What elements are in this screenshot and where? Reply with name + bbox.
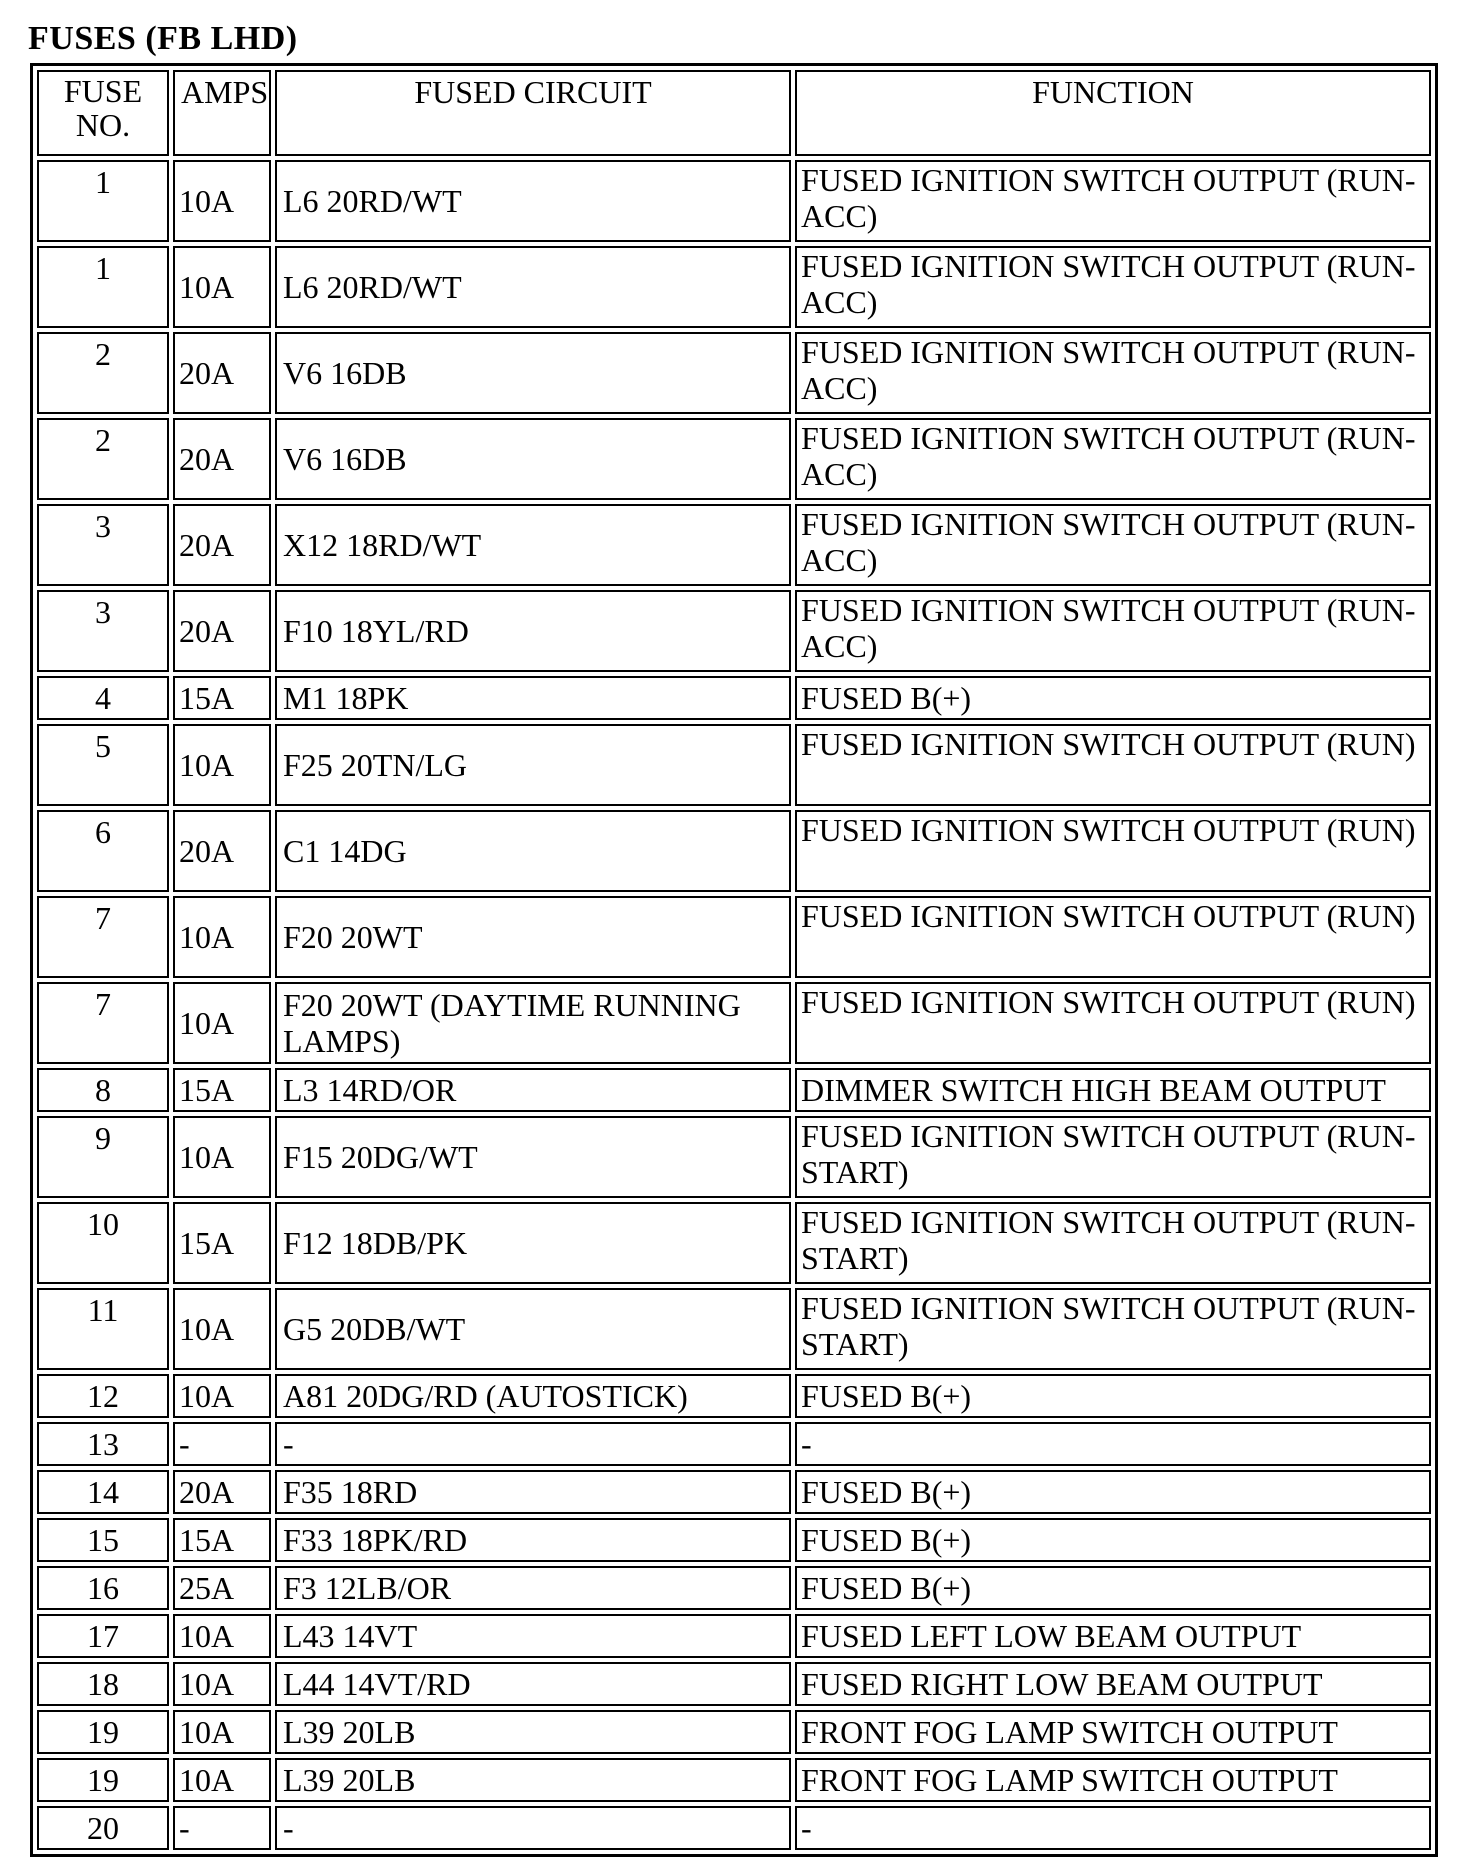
function-cell: FUSED IGNITION SWITCH OUTPUT (RUN-ACC) xyxy=(795,418,1431,500)
fused-circuit-cell: F12 18DB/PK xyxy=(275,1202,791,1284)
function-cell: FUSED LEFT LOW BEAM OUTPUT xyxy=(795,1614,1431,1658)
function-cell: FUSED IGNITION SWITCH OUTPUT (RUN-START) xyxy=(795,1288,1431,1370)
function-cell: FUSED B(+) xyxy=(795,1374,1431,1418)
fused-circuit-cell: X12 18RD/WT xyxy=(275,504,791,586)
fuse-number-cell: 13 xyxy=(37,1422,169,1466)
table-row xyxy=(37,1116,1431,1198)
amps-cell: 10A xyxy=(173,982,271,1064)
page-title: FUSES (FB LHD) xyxy=(28,20,298,57)
table-row xyxy=(37,246,1431,328)
fuse-number-cell: 20 xyxy=(37,1806,169,1850)
function-cell: FUSED IGNITION SWITCH OUTPUT (RUN) xyxy=(795,896,1431,978)
table-row xyxy=(37,1470,1431,1514)
function-cell: FRONT FOG LAMP SWITCH OUTPUT xyxy=(795,1710,1431,1754)
amps-cell: 15A xyxy=(173,1068,271,1112)
table-row xyxy=(37,1566,1431,1610)
function-cell: DIMMER SWITCH HIGH BEAM OUTPUT xyxy=(795,1068,1431,1112)
fuse-number-cell: 10 xyxy=(37,1202,169,1284)
fused-circuit-cell: F10 18YL/RD xyxy=(275,590,791,672)
fused-circuit-cell: F35 18RD xyxy=(275,1470,791,1514)
fused-circuit-cell: M1 18PK xyxy=(275,676,791,720)
amps-cell: 20A xyxy=(173,1470,271,1514)
table-row xyxy=(37,1662,1431,1706)
amps-cell: 10A xyxy=(173,896,271,978)
table-row xyxy=(37,1288,1431,1370)
fuse-number-cell: 11 xyxy=(37,1288,169,1370)
function-cell: FUSED IGNITION SWITCH OUTPUT (RUN-ACC) xyxy=(795,504,1431,586)
table-row xyxy=(37,810,1431,892)
amps-cell: 20A xyxy=(173,504,271,586)
amps-cell: 25A xyxy=(173,1566,271,1610)
function-cell: - xyxy=(795,1422,1431,1466)
function-cell: FUSED B(+) xyxy=(795,676,1431,720)
fuse-number-cell: 3 xyxy=(37,504,169,586)
function-cell: FUSED IGNITION SWITCH OUTPUT (RUN-ACC) xyxy=(795,160,1431,242)
amps-cell: 10A xyxy=(173,1758,271,1802)
table-row xyxy=(37,1202,1431,1284)
fuse-number-cell: 2 xyxy=(37,418,169,500)
amps-cell: 10A xyxy=(173,1710,271,1754)
table-row xyxy=(37,332,1431,414)
table-row xyxy=(37,1374,1431,1418)
function-cell: - xyxy=(795,1806,1431,1850)
amps-cell: 15A xyxy=(173,1202,271,1284)
function-cell: FUSED IGNITION SWITCH OUTPUT (RUN-ACC) xyxy=(795,332,1431,414)
function-cell: FUSED IGNITION SWITCH OUTPUT (RUN-START) xyxy=(795,1116,1431,1198)
fuse-number-cell: 3 xyxy=(37,590,169,672)
amps-cell: 20A xyxy=(173,418,271,500)
amps-cell: 15A xyxy=(173,1518,271,1562)
amps-cell: 10A xyxy=(173,1116,271,1198)
amps-cell: 20A xyxy=(173,810,271,892)
fuse-number-cell: 2 xyxy=(37,332,169,414)
amps-cell: 10A xyxy=(173,1614,271,1658)
table-row xyxy=(37,590,1431,672)
fuse-number-cell: 14 xyxy=(37,1470,169,1514)
function-cell: FUSED IGNITION SWITCH OUTPUT (RUN-ACC) xyxy=(795,590,1431,672)
header-fused-circuit: FUSED CIRCUIT xyxy=(275,70,791,156)
table-header-row xyxy=(37,70,1431,156)
fuse-number-cell: 7 xyxy=(37,896,169,978)
fuse-number-cell: 12 xyxy=(37,1374,169,1418)
function-cell: FUSED IGNITION SWITCH OUTPUT (RUN-ACC) xyxy=(795,246,1431,328)
function-cell: FUSED RIGHT LOW BEAM OUTPUT xyxy=(795,1662,1431,1706)
fused-circuit-cell: L44 14VT/RD xyxy=(275,1662,791,1706)
fused-circuit-cell: F25 20TN/LG xyxy=(275,724,791,806)
table-row xyxy=(37,1422,1431,1466)
fused-circuit-cell: L6 20RD/WT xyxy=(275,246,791,328)
fuse-number-cell: 7 xyxy=(37,982,169,1064)
fused-circuit-cell: L6 20RD/WT xyxy=(275,160,791,242)
table-row xyxy=(37,676,1431,720)
fuse-number-cell: 1 xyxy=(37,246,169,328)
function-cell: FUSED B(+) xyxy=(795,1470,1431,1514)
table-row xyxy=(37,982,1431,1064)
function-cell: FUSED IGNITION SWITCH OUTPUT (RUN) xyxy=(795,982,1431,1064)
fused-circuit-cell: L39 20LB xyxy=(275,1758,791,1802)
fuse-number-cell: 16 xyxy=(37,1566,169,1610)
header-fuse-no: FUSE NO. xyxy=(37,70,169,156)
amps-cell: 10A xyxy=(173,1288,271,1370)
header-function: FUNCTION xyxy=(795,70,1431,156)
amps-cell: 15A xyxy=(173,676,271,720)
fuse-number-cell: 18 xyxy=(37,1662,169,1706)
fused-circuit-cell: G5 20DB/WT xyxy=(275,1288,791,1370)
fused-circuit-cell: F15 20DG/WT xyxy=(275,1116,791,1198)
fuse-number-cell: 19 xyxy=(37,1710,169,1754)
header-amps: AMPS xyxy=(173,70,271,156)
fused-circuit-cell: V6 16DB xyxy=(275,332,791,414)
fused-circuit-cell: L43 14VT xyxy=(275,1614,791,1658)
table-row xyxy=(37,724,1431,806)
amps-cell: - xyxy=(173,1422,271,1466)
table-row xyxy=(37,896,1431,978)
table-row xyxy=(37,1068,1431,1112)
fuse-number-cell: 8 xyxy=(37,1068,169,1112)
function-cell: FUSED B(+) xyxy=(795,1518,1431,1562)
fused-circuit-cell: - xyxy=(275,1806,791,1850)
fuse-number-cell: 9 xyxy=(37,1116,169,1198)
table-row xyxy=(37,1758,1431,1802)
table-row xyxy=(37,1614,1431,1658)
amps-cell: 20A xyxy=(173,590,271,672)
function-cell: FUSED IGNITION SWITCH OUTPUT (RUN-START) xyxy=(795,1202,1431,1284)
fused-circuit-cell: L3 14RD/OR xyxy=(275,1068,791,1112)
amps-cell: 10A xyxy=(173,1374,271,1418)
amps-cell: 10A xyxy=(173,724,271,806)
amps-cell: 10A xyxy=(173,246,271,328)
fused-circuit-cell: L39 20LB xyxy=(275,1710,791,1754)
table-row xyxy=(37,1710,1431,1754)
amps-cell: 20A xyxy=(173,332,271,414)
table-row xyxy=(37,160,1431,242)
function-cell: FUSED IGNITION SWITCH OUTPUT (RUN) xyxy=(795,724,1431,806)
fuse-number-cell: 5 xyxy=(37,724,169,806)
table-row xyxy=(37,418,1431,500)
fuse-number-cell: 4 xyxy=(37,676,169,720)
fuse-number-cell: 6 xyxy=(37,810,169,892)
fuse-number-cell: 19 xyxy=(37,1758,169,1802)
amps-cell: 10A xyxy=(173,1662,271,1706)
amps-cell: 10A xyxy=(173,160,271,242)
fused-circuit-cell: C1 14DG xyxy=(275,810,791,892)
fuse-number-cell: 1 xyxy=(37,160,169,242)
fused-circuit-cell: F20 20WT (DAYTIME RUNNING LAMPS) xyxy=(275,982,791,1064)
function-cell: FRONT FOG LAMP SWITCH OUTPUT xyxy=(795,1758,1431,1802)
function-cell: FUSED B(+) xyxy=(795,1566,1431,1610)
amps-cell: - xyxy=(173,1806,271,1850)
fused-circuit-cell: V6 16DB xyxy=(275,418,791,500)
table-row xyxy=(37,504,1431,586)
fuse-table-body xyxy=(37,160,1431,1850)
fused-circuit-cell: F33 18PK/RD xyxy=(275,1518,791,1562)
fuse-number-cell: 15 xyxy=(37,1518,169,1562)
fused-circuit-cell: A81 20DG/RD (AUTOSTICK) xyxy=(275,1374,791,1418)
function-cell: FUSED IGNITION SWITCH OUTPUT (RUN) xyxy=(795,810,1431,892)
fused-circuit-cell: - xyxy=(275,1422,791,1466)
fused-circuit-cell: F3 12LB/OR xyxy=(275,1566,791,1610)
fuse-number-cell: 17 xyxy=(37,1614,169,1658)
fuse-table xyxy=(30,63,1438,1857)
fused-circuit-cell: F20 20WT xyxy=(275,896,791,978)
table-row xyxy=(37,1806,1431,1850)
table-row xyxy=(37,1518,1431,1562)
